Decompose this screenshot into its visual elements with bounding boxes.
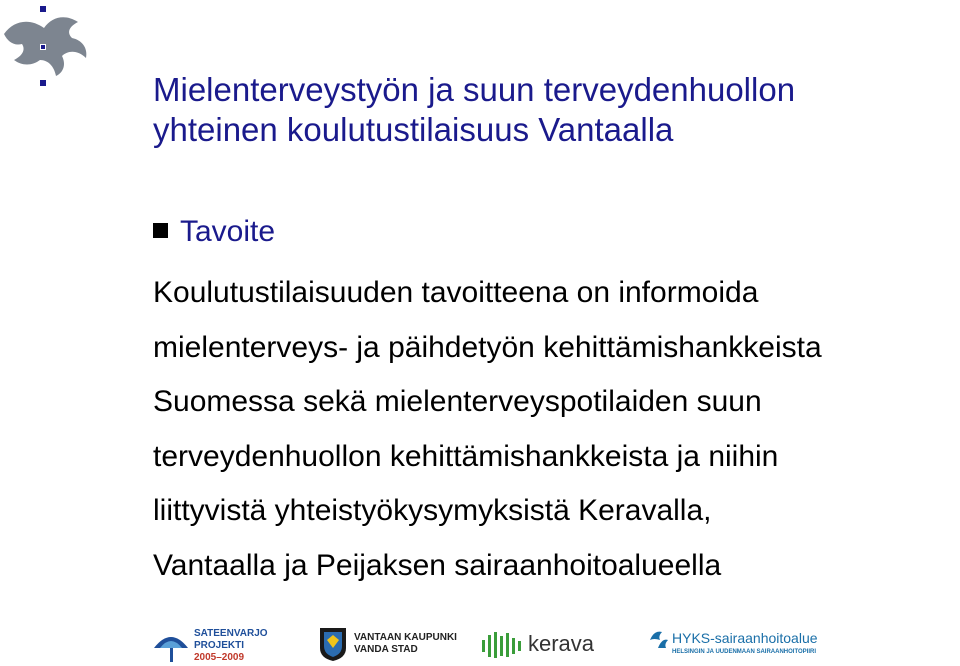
hyks-leaf-icon xyxy=(648,628,670,650)
slide-title xyxy=(153,70,795,150)
vantaa-line-2: VANDA STAD xyxy=(354,644,418,655)
body-line: Suomessa sekä mielenterveyspotilaiden suun xyxy=(153,385,762,418)
square-bullet-icon xyxy=(153,223,168,238)
body-line: Vantaalla ja Peijaksen sairaanhoitoalueella xyxy=(153,548,722,582)
kerava-wave-icon xyxy=(480,630,526,660)
section-heading xyxy=(153,214,275,250)
body-line: liittyvistä yhteistyökysymyksistä Keravalla, xyxy=(153,494,712,527)
body-paragraph xyxy=(153,266,953,593)
kerava-logo xyxy=(480,630,620,664)
vantaa-crest-icon xyxy=(318,626,348,662)
title-line-2: yhteinen koulutustilaisuus Vantaalla xyxy=(153,111,674,148)
vantaa-logo xyxy=(318,626,458,666)
hyks-line-2: HELSINGIN JA UUDENMAAN SAIRAANHOITOPIIRI xyxy=(672,649,817,655)
body-line: Koulutustilaisuuden tavoitteena on informoida xyxy=(153,276,759,309)
kerava-name: kerava xyxy=(528,631,595,656)
body-line: terveydenhuollon kehittämishankkeista ja niihin xyxy=(153,439,779,473)
title-line-1: Mielenterveystyön ja suun terveydenhuollon xyxy=(153,71,796,108)
vantaa-line-1: VANTAAN KAUPUNKI xyxy=(354,632,457,643)
sateenvarjo-line-3: 2005–2009 xyxy=(194,652,245,663)
footer-logos xyxy=(0,620,960,666)
university-logo-icon xyxy=(0,0,100,100)
sateenvarjo-logo xyxy=(152,628,284,666)
hyks-logo xyxy=(648,628,848,666)
sateenvarjo-line-1: SATEENVARJO xyxy=(194,628,268,639)
section-heading-text: Tavoite xyxy=(180,215,276,248)
hyks-line-1: HYKS-sairaanhoitoalue xyxy=(672,630,818,646)
umbrella-icon xyxy=(152,628,190,664)
body-line: mielenterveys- ja päihdetyön kehittämishankkeista xyxy=(153,330,822,364)
sateenvarjo-line-2: PROJEKTI xyxy=(194,640,245,651)
